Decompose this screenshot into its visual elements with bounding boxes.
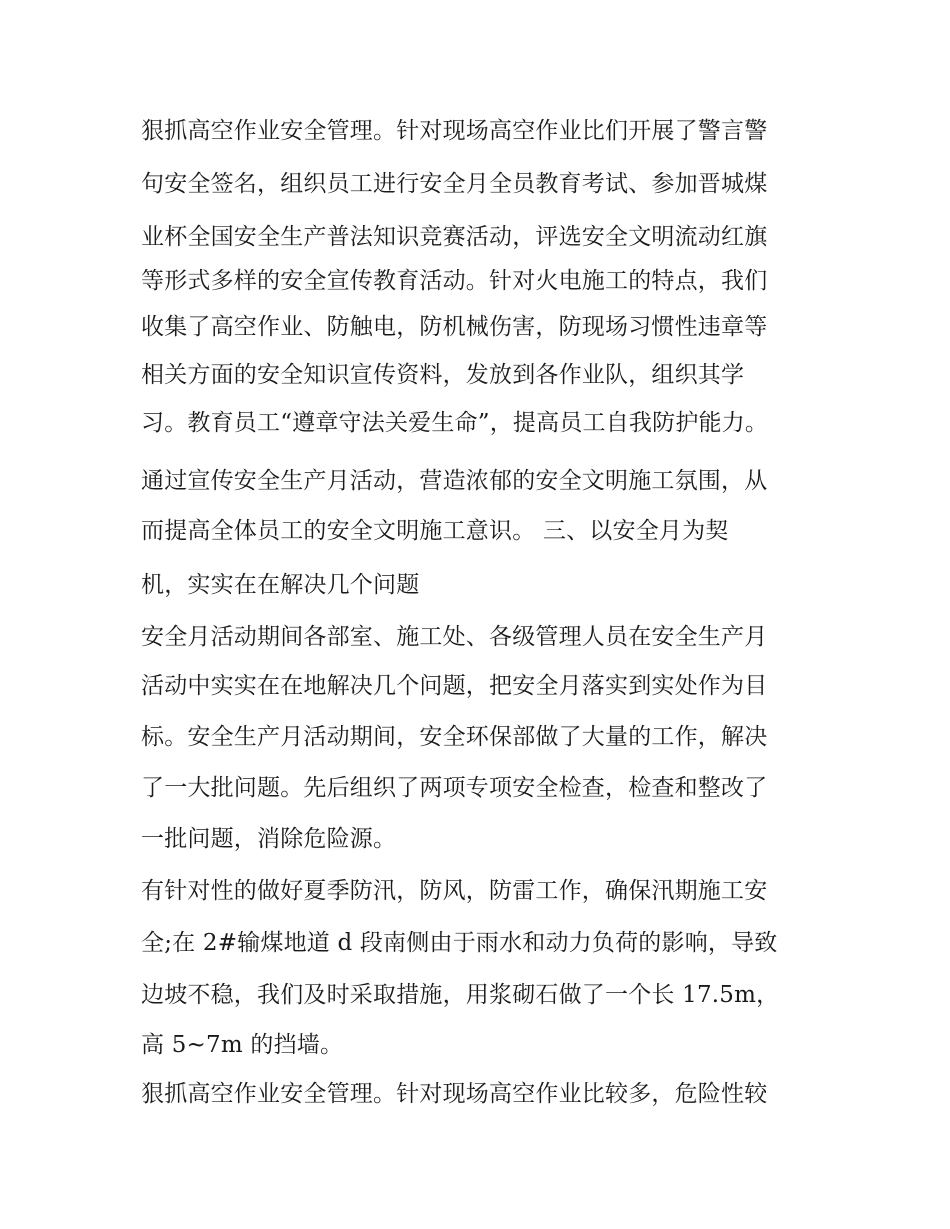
text-line: 全;在 2#输煤地道 d 段南侧由于雨水和动力负荷的影响，导致 xyxy=(141,930,778,956)
text-line: 句安全签名，组织员工进行安全月全员教育考试、参加晋城煤 xyxy=(141,171,768,197)
text-line: 业杯全国安全生产普法知识竞赛活动，评选安全文明流动红旗 xyxy=(141,224,768,250)
text-line: 通过宣传安全生产月活动，营造浓郁的安全文明施工氛围，从 xyxy=(141,468,768,494)
text-line: 标。安全生产月活动期间，安全环保部做了大量的工作，解决 xyxy=(141,724,768,750)
text-line: 高 5~7m 的挡墙。 xyxy=(141,1032,344,1058)
text-line: 而提高全体员工的安全文明施工意识。 三、以安全月为契 xyxy=(141,518,729,544)
text-line: 习。教育员工“遵章守法关爱生命”，提高员工自我防护能力。 xyxy=(141,410,769,436)
text-line: 边坡不稳，我们及时采取措施，用浆砌石做了一个长 17.5m， xyxy=(141,982,780,1008)
text-line: 了一大批问题。先后组织了两项专项安全检查，检查和整改了 xyxy=(141,775,768,801)
text-line: 狠抓高空作业安全管理。针对现场高空作业比较多，危险性较 xyxy=(141,1081,768,1107)
text-line: 有针对性的做好夏季防汛，防风，防雷工作，确保汛期施工安 xyxy=(141,878,768,904)
text-line: 机，实实在在解决几个问题 xyxy=(141,572,420,598)
text-line: 收集了高空作业、防触电，防机械伤害，防现场习惯性违章等 xyxy=(141,314,768,340)
text-line: 一批问题，消除危险源。 xyxy=(141,826,397,852)
text-line: 活动中实实在在地解决几个问题，把安全月落实到实处作为目 xyxy=(141,673,768,699)
text-line: 相关方面的安全知识宣传资料，发放到各作业队，组织其学 xyxy=(141,362,745,388)
text-line: 安全月活动期间各部室、施工处、各级管理人员在安全生产月 xyxy=(141,624,768,650)
text-line: 等形式多样的安全宣传教育活动。针对火电施工的特点，我们 xyxy=(141,268,768,294)
text-line: 狠抓高空作业安全管理。针对现场高空作业比们开展了警言警 xyxy=(141,118,768,144)
